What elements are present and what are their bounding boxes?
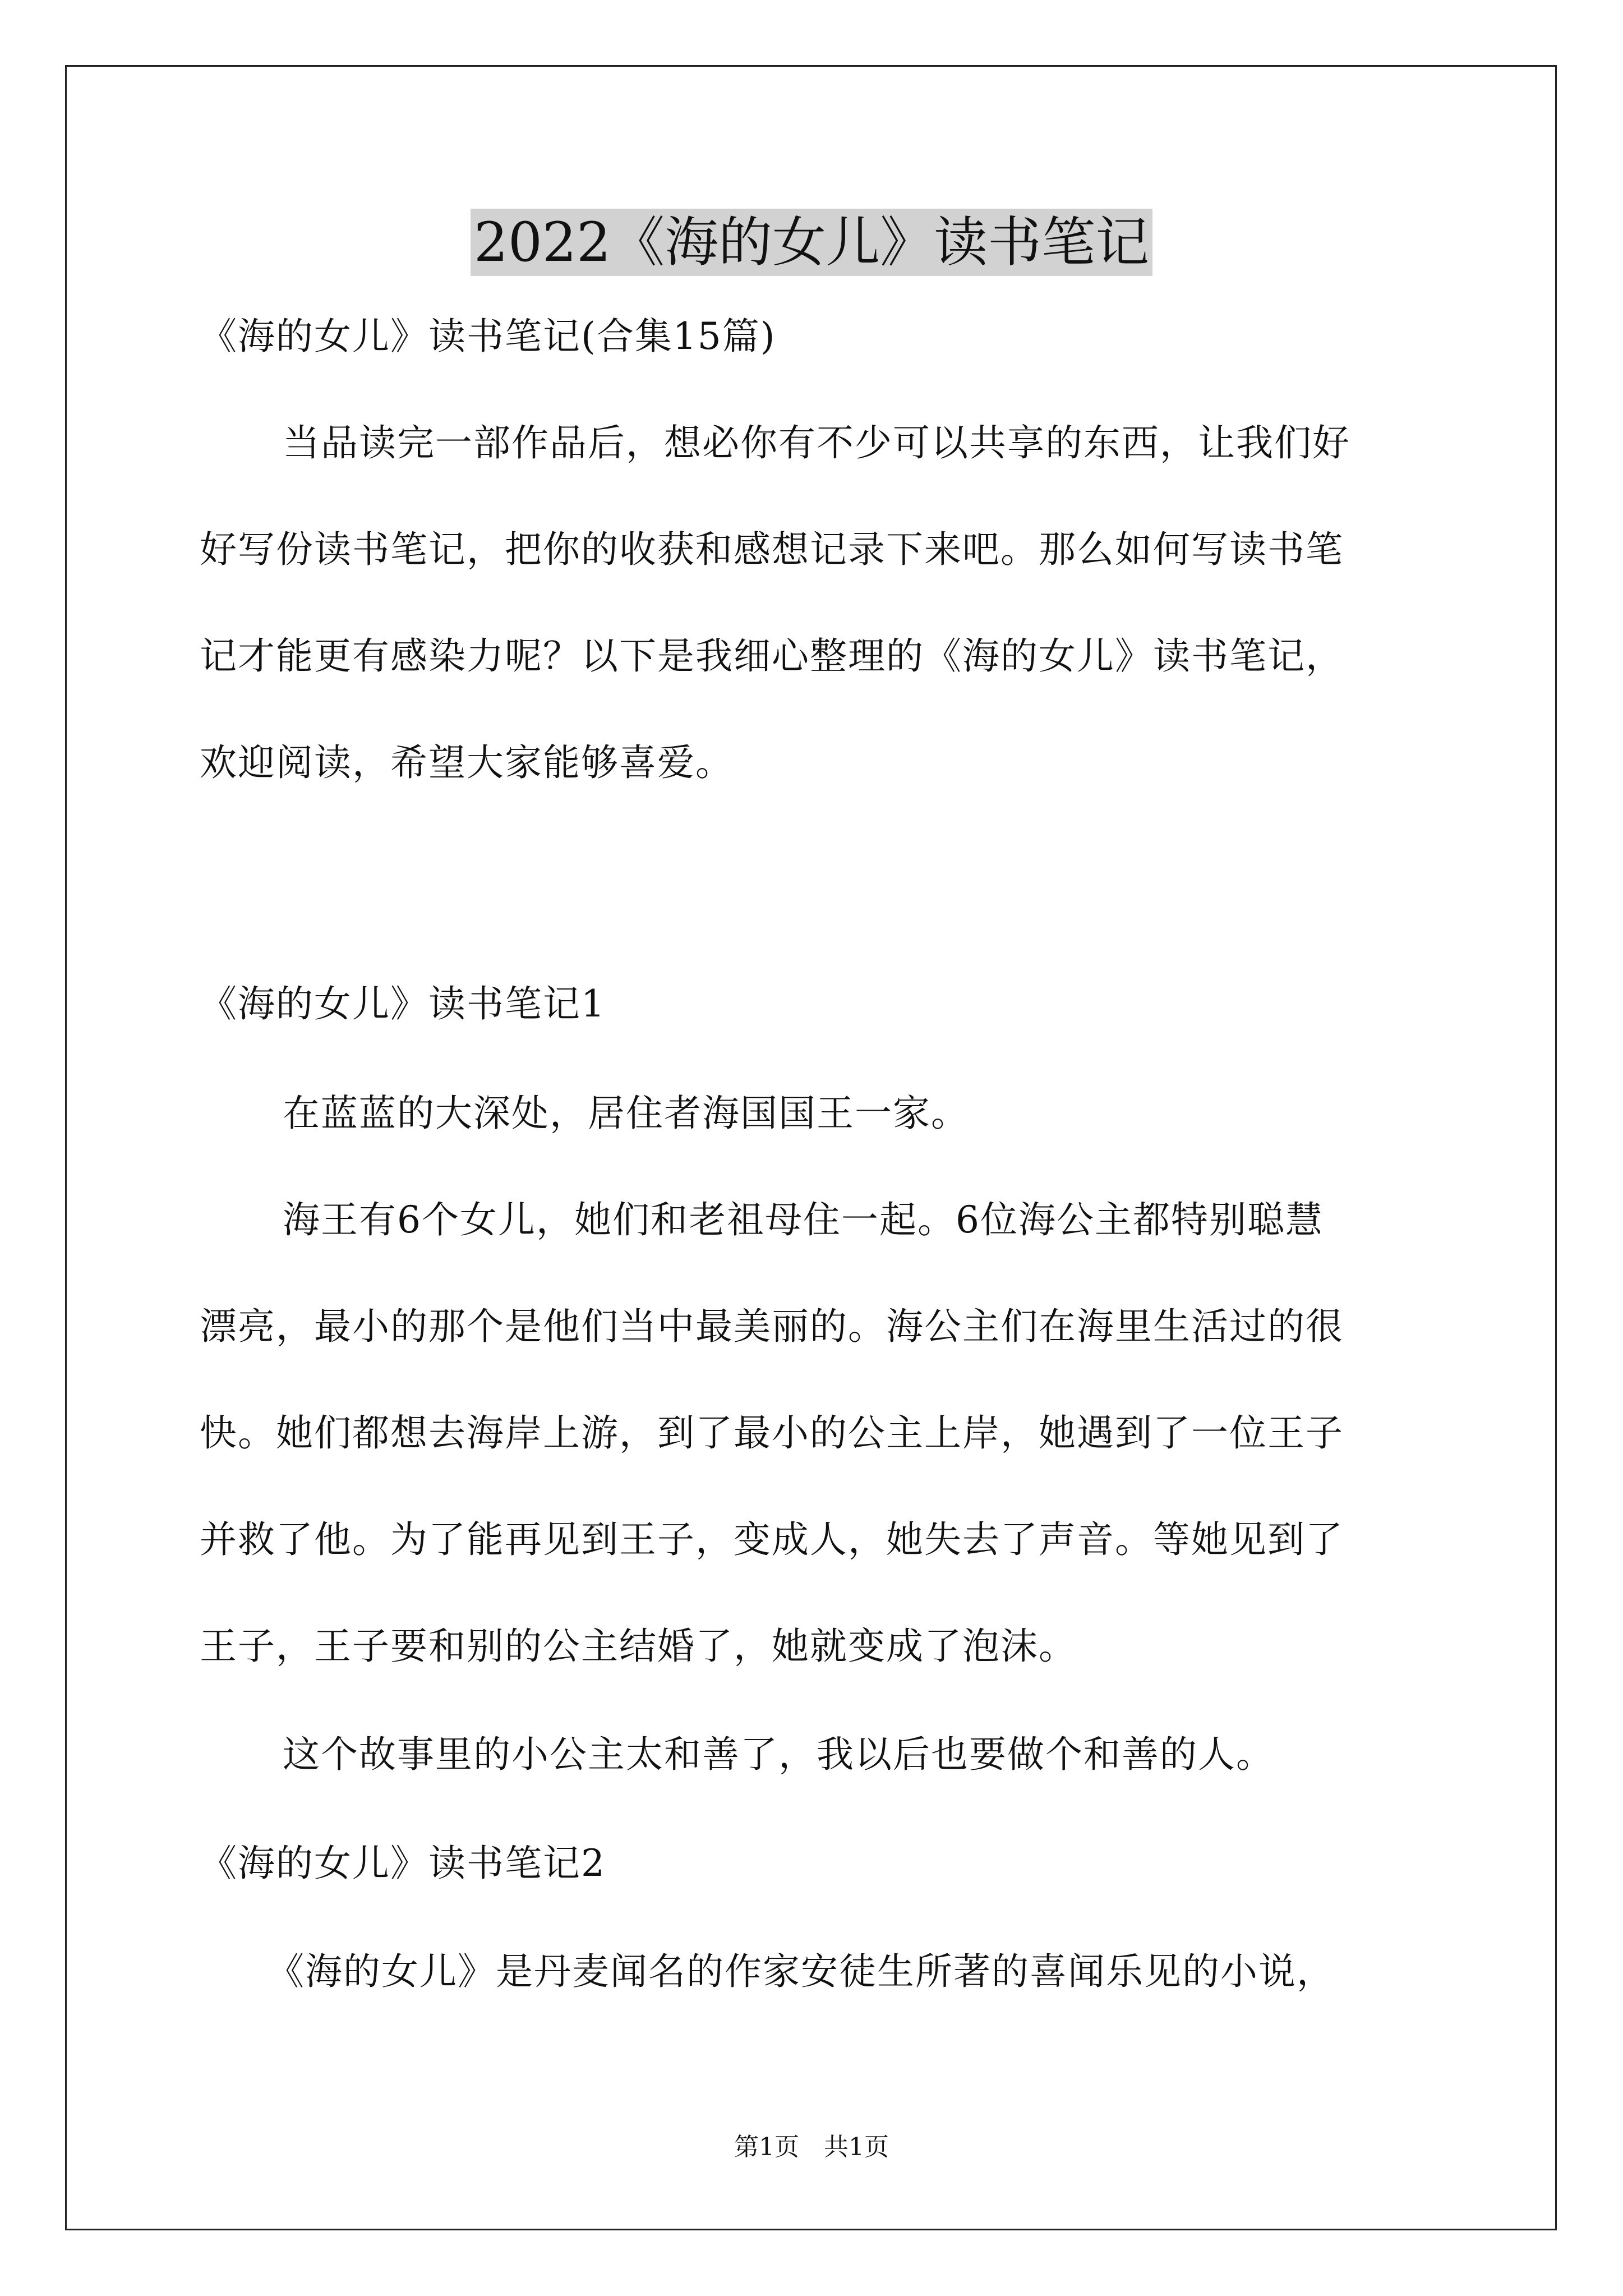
document-title-text: 2022《海的女儿》读书笔记 xyxy=(471,209,1152,276)
document-title xyxy=(0,209,1623,276)
section1-paragraph-line: 漂亮，最小的那个是他们当中最美丽的。海公主们在海里生活过的很 xyxy=(200,1305,1344,1348)
section-heading-2: 《海的女儿》读书笔记2 xyxy=(200,1842,606,1885)
page-footer: 第1页 共1页 xyxy=(734,2133,889,2161)
intro-paragraph-line: 记才能更有感染力呢？以下是我细心整理的《海的女儿》读书笔记， xyxy=(200,634,1344,678)
page-border xyxy=(65,65,1557,2230)
section1-paragraph-line: 快。她们都想去海岸上游，到了最小的公主上岸，她遇到了一位王子 xyxy=(200,1411,1344,1455)
intro-paragraph-line: 欢迎阅读，希望大家能够喜爱。 xyxy=(200,741,734,784)
section1-paragraph-line: 海王有6个女儿，她们和老祖母住一起。6位海公主都特别聪慧 xyxy=(283,1198,1324,1241)
section1-paragraph-line: 在蓝蓝的大深处，居住者海国国王一家。 xyxy=(283,1092,969,1135)
section2-paragraph-line: 《海的女儿》是丹麦闻名的作家安徒生所著的喜闻乐见的小说， xyxy=(267,1950,1335,1993)
intro-paragraph-line: 好写份读书笔记，把你的收获和感想记录下来吧。那么如何写读书笔 xyxy=(200,528,1344,571)
section1-paragraph-line: 这个故事里的小公主太和善了，我以后也要做个和善的人。 xyxy=(283,1733,1274,1776)
intro-paragraph-line: 当品读完一部作品后，想必你有不少可以共享的东西，让我们好 xyxy=(283,421,1350,464)
section-heading-1: 《海的女儿》读书笔记1 xyxy=(200,982,606,1025)
document-subtitle: 《海的女儿》读书笔记(合集15篇) xyxy=(200,315,776,358)
section1-paragraph-line: 并救了他。为了能再见到王子，变成人，她失去了声音。等她见到了 xyxy=(200,1518,1344,1561)
section1-paragraph-line: 王子，王子要和别的公主结婚了，她就变成了泡沫。 xyxy=(200,1625,1077,1668)
